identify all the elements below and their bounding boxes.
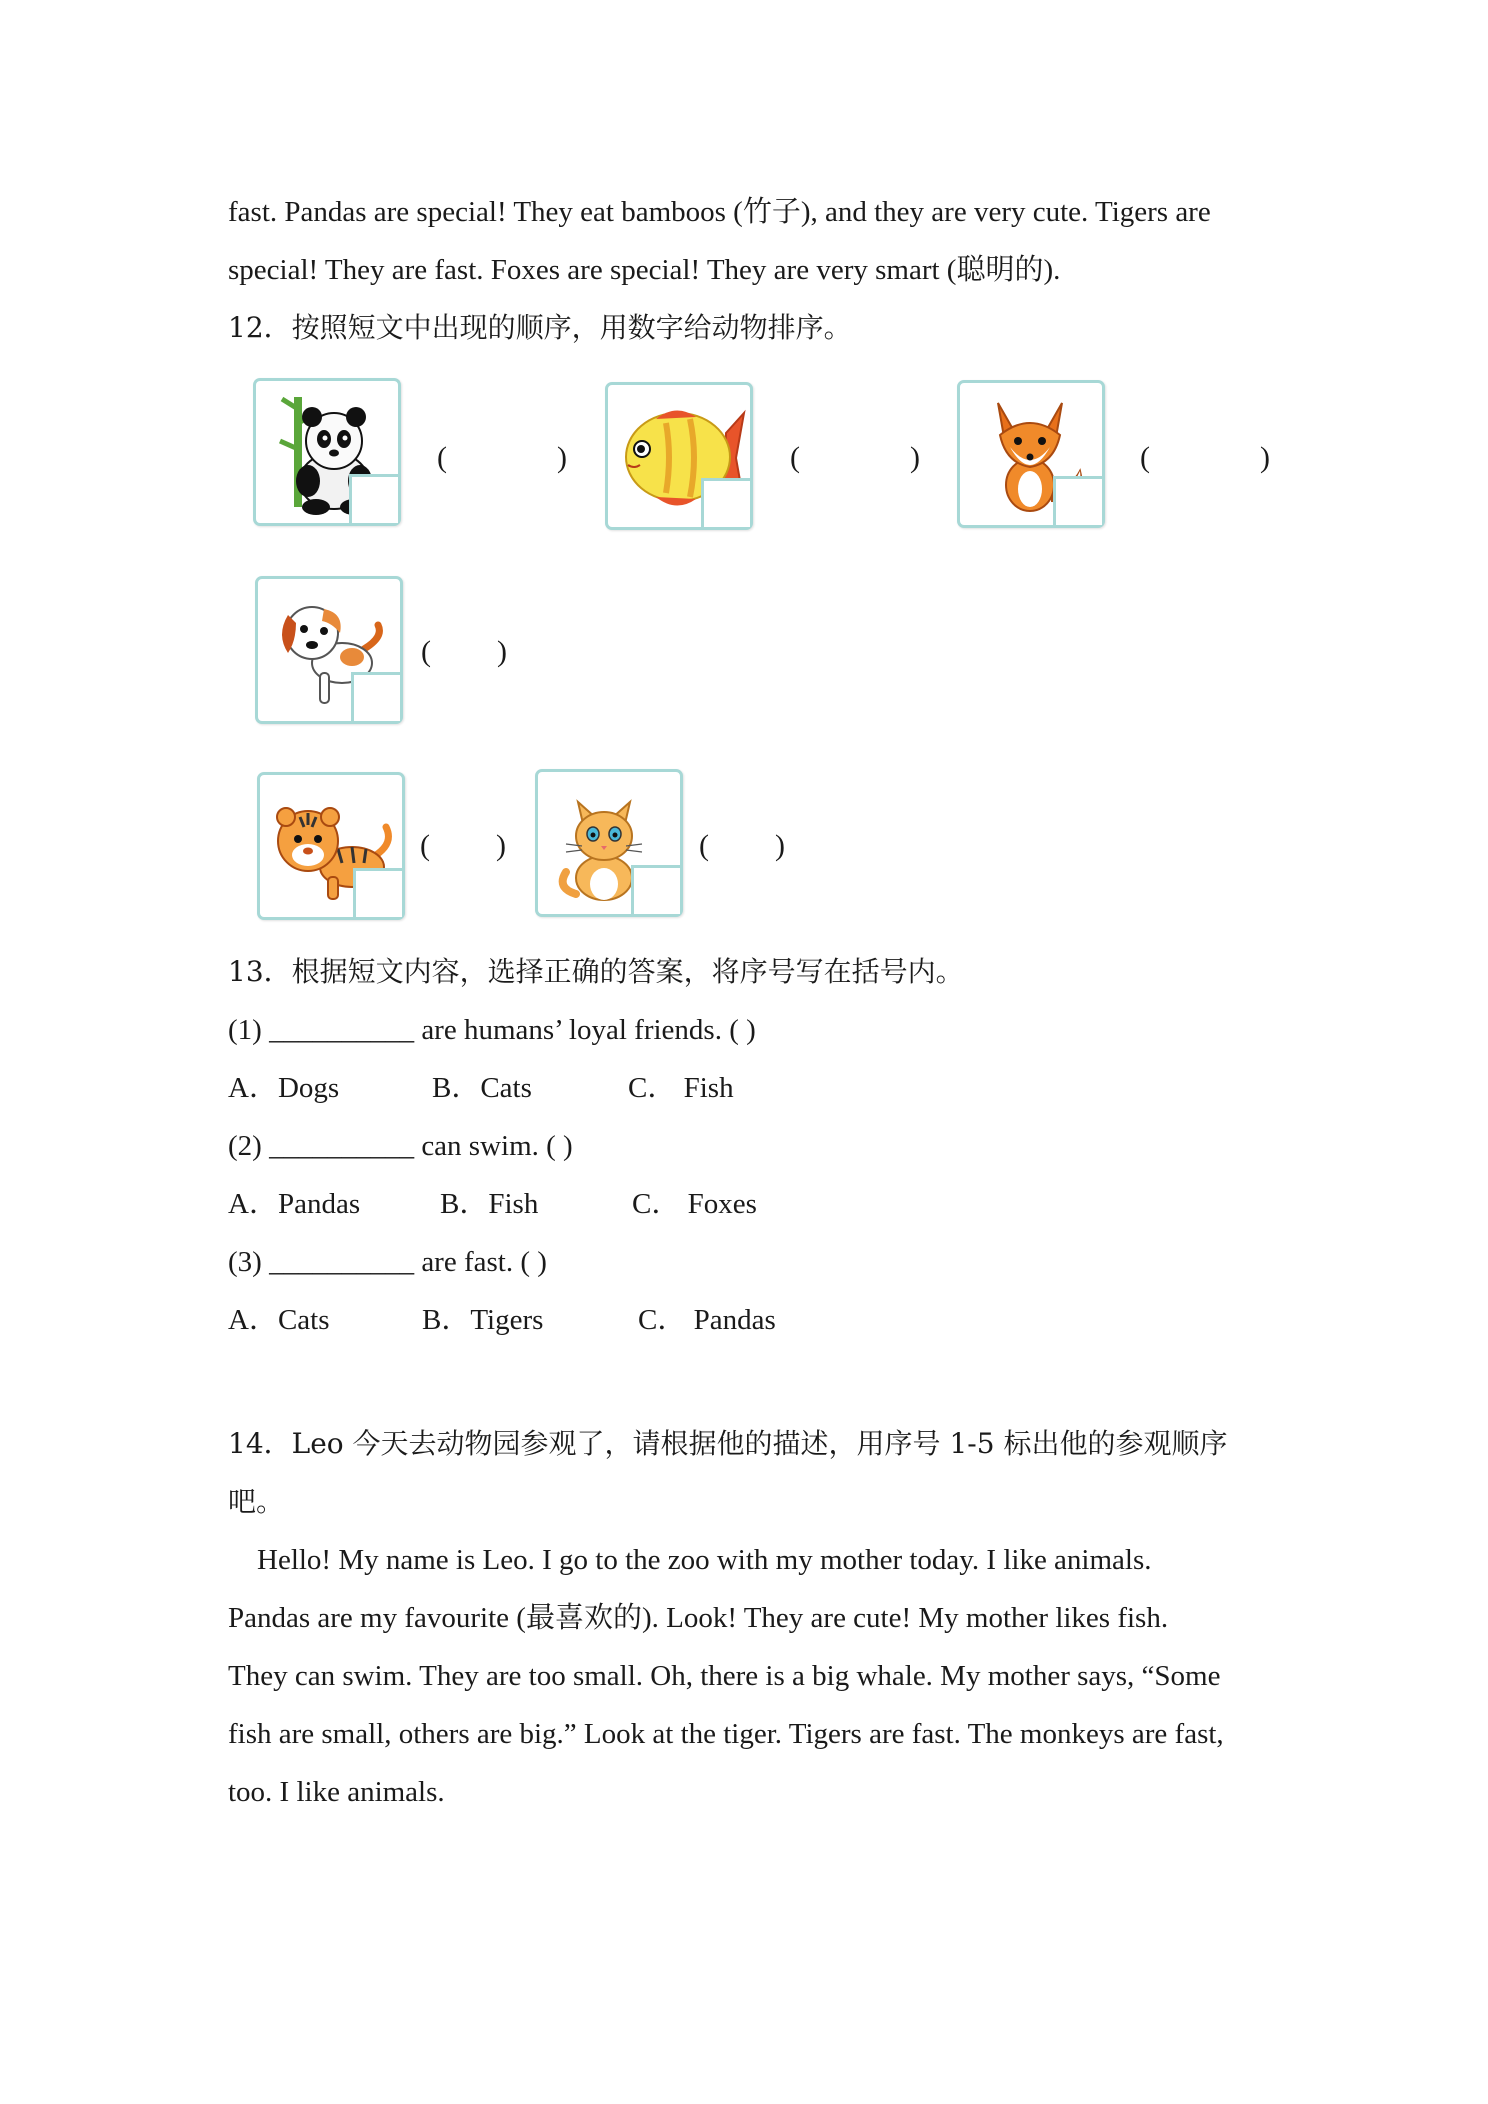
- option-a[interactable]: A．Cats: [228, 1304, 330, 1336]
- question-13-heading: 13．根据短文内容，选择正确的答案，将序号写在括号内。: [228, 955, 964, 988]
- tiger-card: [257, 772, 405, 920]
- cat-card: [535, 769, 683, 917]
- passage-line: special! They are fast. Foxes are special! They are very smart (聪明的).: [228, 254, 1061, 286]
- option-a[interactable]: A．Pandas: [228, 1188, 361, 1220]
- fox-card: [957, 380, 1105, 528]
- passage-line: Hello! My name is Leo. I go to the zoo with my mother today. I like animals.: [228, 1544, 1152, 1576]
- option-b[interactable]: B．Cats: [432, 1072, 532, 1104]
- answer-parentheses[interactable]: ( ): [421, 635, 507, 668]
- answer-parentheses[interactable]: ( ): [699, 829, 785, 862]
- answer-parentheses[interactable]: ( ): [1140, 441, 1270, 474]
- option-c[interactable]: C． Pandas: [638, 1304, 776, 1336]
- option-c[interactable]: C． Fish: [628, 1072, 734, 1104]
- question-14-heading: 14．Leo 今天去动物园参观了，请根据他的描述，用序号 1-5 标出他的参观顺序: [228, 1427, 1228, 1460]
- passage-line: They can swim. They are too small. Oh, there is a big whale. My mother says, “Some: [228, 1660, 1221, 1692]
- answer-parentheses[interactable]: ( ): [790, 441, 920, 474]
- answer-parentheses[interactable]: ( ): [437, 441, 567, 474]
- option-c[interactable]: C． Foxes: [632, 1188, 757, 1220]
- question-13-item-3-stem: (3) __________ are fast. ( ): [228, 1246, 547, 1278]
- option-b[interactable]: B．Tigers: [422, 1304, 544, 1336]
- fish-card: [605, 382, 753, 530]
- answer-parentheses[interactable]: ( ): [420, 829, 506, 862]
- panda-card: [253, 378, 401, 526]
- option-b[interactable]: B．Fish: [440, 1188, 539, 1220]
- passage-line: too. I like animals.: [228, 1776, 445, 1808]
- question-13-item-2-stem: (2) __________ can swim. ( ): [228, 1130, 573, 1162]
- passage-line: Pandas are my favourite (最喜欢的). Look! They are cute! My mother likes fish.: [228, 1602, 1169, 1634]
- passage-line: fish are small, others are big.” Look at the tiger. Tigers are fast. The monkeys are fast,: [228, 1718, 1224, 1750]
- question-12-heading: 12．按照短文中出现的顺序，用数字给动物排序。: [228, 311, 852, 344]
- option-a[interactable]: A．Dogs: [228, 1072, 340, 1104]
- dog-card: [255, 576, 403, 724]
- question-14-heading-cont: 吧。: [228, 1485, 285, 1518]
- question-13-item-1-stem: (1) __________ are humans’ loyal friends. ( ): [228, 1014, 756, 1046]
- passage-line: fast. Pandas are special! They eat bamboos (竹子), and they are very cute. Tigers are: [228, 196, 1211, 228]
